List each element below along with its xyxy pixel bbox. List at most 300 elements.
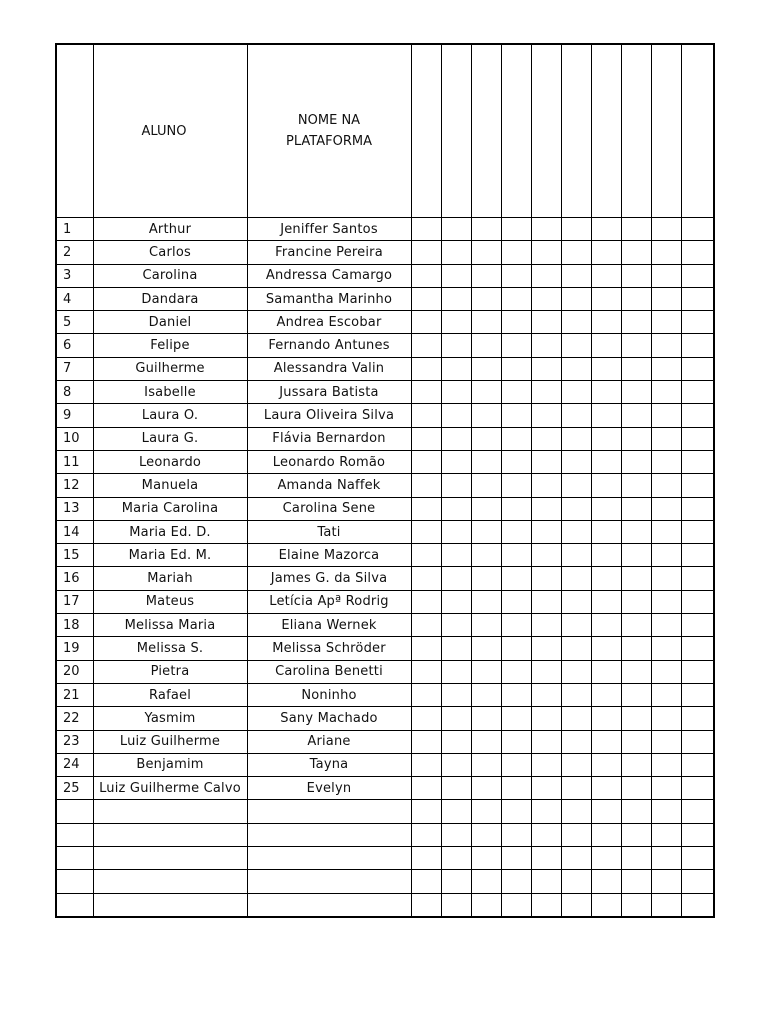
check-cell[interactable] <box>681 660 714 683</box>
check-cell[interactable] <box>591 520 621 543</box>
check-cell[interactable] <box>471 287 501 310</box>
check-cell[interactable] <box>531 614 561 637</box>
check-cell[interactable] <box>651 590 681 613</box>
check-cell[interactable] <box>501 893 531 917</box>
check-cell[interactable] <box>681 753 714 776</box>
check-cell[interactable] <box>411 450 441 473</box>
check-cell[interactable] <box>411 823 441 846</box>
check-cell[interactable] <box>471 334 501 357</box>
check-cell[interactable] <box>621 637 651 660</box>
check-cell[interactable] <box>651 427 681 450</box>
check-cell[interactable] <box>591 637 621 660</box>
check-cell[interactable] <box>591 614 621 637</box>
check-cell[interactable] <box>531 404 561 427</box>
check-cell[interactable] <box>471 870 501 893</box>
check-cell[interactable] <box>531 753 561 776</box>
check-cell[interactable] <box>411 241 441 264</box>
check-cell[interactable] <box>621 264 651 287</box>
check-cell[interactable] <box>681 311 714 334</box>
check-cell[interactable] <box>411 381 441 404</box>
check-cell[interactable] <box>441 590 471 613</box>
check-cell[interactable] <box>681 707 714 730</box>
check-cell[interactable] <box>681 637 714 660</box>
check-cell[interactable] <box>471 777 501 800</box>
check-cell[interactable] <box>621 800 651 823</box>
check-cell[interactable] <box>681 544 714 567</box>
check-cell[interactable] <box>531 241 561 264</box>
check-cell[interactable] <box>441 870 471 893</box>
check-cell[interactable] <box>441 637 471 660</box>
check-cell[interactable] <box>681 683 714 706</box>
check-cell[interactable] <box>681 264 714 287</box>
check-cell[interactable] <box>531 730 561 753</box>
check-cell[interactable] <box>501 264 531 287</box>
check-cell[interactable] <box>471 450 501 473</box>
check-cell[interactable] <box>471 823 501 846</box>
check-cell[interactable] <box>591 218 621 241</box>
check-cell[interactable] <box>591 730 621 753</box>
check-cell[interactable] <box>501 614 531 637</box>
check-cell[interactable] <box>651 823 681 846</box>
check-cell[interactable] <box>561 567 591 590</box>
check-cell[interactable] <box>621 474 651 497</box>
check-cell[interactable] <box>621 404 651 427</box>
check-cell[interactable] <box>621 730 651 753</box>
check-cell[interactable] <box>651 707 681 730</box>
check-cell[interactable] <box>591 707 621 730</box>
check-cell[interactable] <box>621 544 651 567</box>
check-cell[interactable] <box>621 893 651 917</box>
check-cell[interactable] <box>591 264 621 287</box>
check-cell[interactable] <box>441 847 471 870</box>
check-cell[interactable] <box>411 637 441 660</box>
check-cell[interactable] <box>681 893 714 917</box>
check-cell[interactable] <box>411 847 441 870</box>
check-cell[interactable] <box>621 567 651 590</box>
check-cell[interactable] <box>501 311 531 334</box>
check-cell[interactable] <box>591 777 621 800</box>
check-cell[interactable] <box>591 893 621 917</box>
check-cell[interactable] <box>501 707 531 730</box>
check-cell[interactable] <box>531 381 561 404</box>
check-cell[interactable] <box>621 683 651 706</box>
check-cell[interactable] <box>411 520 441 543</box>
check-cell[interactable] <box>501 427 531 450</box>
check-cell[interactable] <box>441 683 471 706</box>
check-cell[interactable] <box>441 544 471 567</box>
check-cell[interactable] <box>501 567 531 590</box>
check-cell[interactable] <box>441 893 471 917</box>
check-cell[interactable] <box>531 660 561 683</box>
check-cell[interactable] <box>411 218 441 241</box>
check-cell[interactable] <box>471 567 501 590</box>
check-cell[interactable] <box>471 614 501 637</box>
check-cell[interactable] <box>501 660 531 683</box>
check-cell[interactable] <box>501 800 531 823</box>
check-cell[interactable] <box>621 427 651 450</box>
check-cell[interactable] <box>651 520 681 543</box>
check-cell[interactable] <box>441 357 471 380</box>
check-cell[interactable] <box>501 683 531 706</box>
check-cell[interactable] <box>681 870 714 893</box>
check-cell[interactable] <box>591 404 621 427</box>
check-cell[interactable] <box>591 660 621 683</box>
check-cell[interactable] <box>621 707 651 730</box>
check-cell[interactable] <box>591 800 621 823</box>
check-cell[interactable] <box>561 893 591 917</box>
check-cell[interactable] <box>531 683 561 706</box>
check-cell[interactable] <box>591 823 621 846</box>
check-cell[interactable] <box>561 800 591 823</box>
check-cell[interactable] <box>651 264 681 287</box>
check-cell[interactable] <box>531 544 561 567</box>
check-cell[interactable] <box>501 357 531 380</box>
check-cell[interactable] <box>621 777 651 800</box>
check-cell[interactable] <box>411 311 441 334</box>
check-cell[interactable] <box>651 683 681 706</box>
check-cell[interactable] <box>651 287 681 310</box>
check-cell[interactable] <box>561 590 591 613</box>
check-cell[interactable] <box>411 777 441 800</box>
check-cell[interactable] <box>561 218 591 241</box>
check-cell[interactable] <box>531 427 561 450</box>
check-cell[interactable] <box>411 427 441 450</box>
check-cell[interactable] <box>651 614 681 637</box>
check-cell[interactable] <box>531 311 561 334</box>
check-cell[interactable] <box>411 264 441 287</box>
check-cell[interactable] <box>501 823 531 846</box>
check-cell[interactable] <box>651 847 681 870</box>
check-cell[interactable] <box>441 753 471 776</box>
check-cell[interactable] <box>651 404 681 427</box>
check-cell[interactable] <box>441 218 471 241</box>
check-cell[interactable] <box>651 637 681 660</box>
check-cell[interactable] <box>651 241 681 264</box>
check-cell[interactable] <box>591 497 621 520</box>
check-cell[interactable] <box>561 450 591 473</box>
check-cell[interactable] <box>441 497 471 520</box>
check-cell[interactable] <box>471 474 501 497</box>
check-cell[interactable] <box>501 753 531 776</box>
check-cell[interactable] <box>441 311 471 334</box>
check-cell[interactable] <box>531 334 561 357</box>
check-cell[interactable] <box>591 567 621 590</box>
check-cell[interactable] <box>411 753 441 776</box>
check-cell[interactable] <box>621 753 651 776</box>
check-cell[interactable] <box>651 474 681 497</box>
check-cell[interactable] <box>651 381 681 404</box>
check-cell[interactable] <box>441 334 471 357</box>
check-cell[interactable] <box>471 311 501 334</box>
check-cell[interactable] <box>681 497 714 520</box>
check-cell[interactable] <box>621 870 651 893</box>
check-cell[interactable] <box>681 614 714 637</box>
check-cell[interactable] <box>441 427 471 450</box>
check-cell[interactable] <box>531 637 561 660</box>
check-cell[interactable] <box>591 427 621 450</box>
check-cell[interactable] <box>501 590 531 613</box>
check-cell[interactable] <box>471 637 501 660</box>
check-cell[interactable] <box>441 520 471 543</box>
check-cell[interactable] <box>681 847 714 870</box>
check-cell[interactable] <box>591 357 621 380</box>
check-cell[interactable] <box>561 404 591 427</box>
check-cell[interactable] <box>411 544 441 567</box>
check-cell[interactable] <box>501 381 531 404</box>
check-cell[interactable] <box>501 637 531 660</box>
check-cell[interactable] <box>531 823 561 846</box>
check-cell[interactable] <box>411 287 441 310</box>
check-cell[interactable] <box>441 287 471 310</box>
check-cell[interactable] <box>681 777 714 800</box>
check-cell[interactable] <box>501 474 531 497</box>
check-cell[interactable] <box>651 870 681 893</box>
check-cell[interactable] <box>411 357 441 380</box>
check-cell[interactable] <box>411 893 441 917</box>
check-cell[interactable] <box>471 357 501 380</box>
check-cell[interactable] <box>531 357 561 380</box>
check-cell[interactable] <box>531 847 561 870</box>
check-cell[interactable] <box>411 800 441 823</box>
check-cell[interactable] <box>471 544 501 567</box>
check-cell[interactable] <box>681 241 714 264</box>
check-cell[interactable] <box>591 241 621 264</box>
check-cell[interactable] <box>501 544 531 567</box>
check-cell[interactable] <box>681 404 714 427</box>
check-cell[interactable] <box>441 777 471 800</box>
check-cell[interactable] <box>471 660 501 683</box>
check-cell[interactable] <box>531 287 561 310</box>
check-cell[interactable] <box>531 777 561 800</box>
check-cell[interactable] <box>651 450 681 473</box>
check-cell[interactable] <box>561 544 591 567</box>
check-cell[interactable] <box>591 753 621 776</box>
check-cell[interactable] <box>441 404 471 427</box>
check-cell[interactable] <box>531 450 561 473</box>
check-cell[interactable] <box>621 823 651 846</box>
check-cell[interactable] <box>471 241 501 264</box>
check-cell[interactable] <box>621 357 651 380</box>
check-cell[interactable] <box>561 497 591 520</box>
check-cell[interactable] <box>531 218 561 241</box>
check-cell[interactable] <box>501 777 531 800</box>
check-cell[interactable] <box>471 218 501 241</box>
check-cell[interactable] <box>681 823 714 846</box>
check-cell[interactable] <box>501 404 531 427</box>
check-cell[interactable] <box>681 427 714 450</box>
check-cell[interactable] <box>591 474 621 497</box>
check-cell[interactable] <box>471 404 501 427</box>
check-cell[interactable] <box>591 334 621 357</box>
check-cell[interactable] <box>471 893 501 917</box>
check-cell[interactable] <box>411 683 441 706</box>
check-cell[interactable] <box>471 590 501 613</box>
check-cell[interactable] <box>411 497 441 520</box>
check-cell[interactable] <box>651 893 681 917</box>
check-cell[interactable] <box>681 474 714 497</box>
check-cell[interactable] <box>681 800 714 823</box>
check-cell[interactable] <box>561 847 591 870</box>
check-cell[interactable] <box>681 590 714 613</box>
check-cell[interactable] <box>531 707 561 730</box>
check-cell[interactable] <box>591 287 621 310</box>
check-cell[interactable] <box>681 381 714 404</box>
check-cell[interactable] <box>501 334 531 357</box>
check-cell[interactable] <box>531 497 561 520</box>
check-cell[interactable] <box>561 730 591 753</box>
check-cell[interactable] <box>591 450 621 473</box>
check-cell[interactable] <box>561 381 591 404</box>
check-cell[interactable] <box>651 334 681 357</box>
check-cell[interactable] <box>561 334 591 357</box>
check-cell[interactable] <box>651 311 681 334</box>
check-cell[interactable] <box>501 241 531 264</box>
check-cell[interactable] <box>411 614 441 637</box>
check-cell[interactable] <box>501 870 531 893</box>
check-cell[interactable] <box>651 753 681 776</box>
check-cell[interactable] <box>501 847 531 870</box>
check-cell[interactable] <box>681 450 714 473</box>
check-cell[interactable] <box>441 660 471 683</box>
check-cell[interactable] <box>411 404 441 427</box>
check-cell[interactable] <box>681 357 714 380</box>
check-cell[interactable] <box>441 567 471 590</box>
check-cell[interactable] <box>531 520 561 543</box>
check-cell[interactable] <box>531 474 561 497</box>
check-cell[interactable] <box>621 847 651 870</box>
check-cell[interactable] <box>621 311 651 334</box>
check-cell[interactable] <box>651 544 681 567</box>
check-cell[interactable] <box>501 218 531 241</box>
check-cell[interactable] <box>621 497 651 520</box>
check-cell[interactable] <box>561 427 591 450</box>
check-cell[interactable] <box>501 287 531 310</box>
check-cell[interactable] <box>471 707 501 730</box>
check-cell[interactable] <box>651 567 681 590</box>
check-cell[interactable] <box>411 730 441 753</box>
check-cell[interactable] <box>531 893 561 917</box>
check-cell[interactable] <box>591 381 621 404</box>
check-cell[interactable] <box>501 497 531 520</box>
check-cell[interactable] <box>621 450 651 473</box>
check-cell[interactable] <box>651 497 681 520</box>
check-cell[interactable] <box>471 753 501 776</box>
check-cell[interactable] <box>471 847 501 870</box>
check-cell[interactable] <box>561 707 591 730</box>
check-cell[interactable] <box>651 218 681 241</box>
check-cell[interactable] <box>471 427 501 450</box>
check-cell[interactable] <box>561 357 591 380</box>
check-cell[interactable] <box>621 334 651 357</box>
check-cell[interactable] <box>681 334 714 357</box>
check-cell[interactable] <box>561 241 591 264</box>
check-cell[interactable] <box>531 567 561 590</box>
check-cell[interactable] <box>411 474 441 497</box>
check-cell[interactable] <box>561 870 591 893</box>
check-cell[interactable] <box>441 707 471 730</box>
check-cell[interactable] <box>501 450 531 473</box>
check-cell[interactable] <box>501 730 531 753</box>
check-cell[interactable] <box>591 311 621 334</box>
check-cell[interactable] <box>441 614 471 637</box>
check-cell[interactable] <box>681 567 714 590</box>
check-cell[interactable] <box>651 660 681 683</box>
check-cell[interactable] <box>471 381 501 404</box>
check-cell[interactable] <box>441 241 471 264</box>
check-cell[interactable] <box>411 334 441 357</box>
check-cell[interactable] <box>411 590 441 613</box>
check-cell[interactable] <box>441 823 471 846</box>
check-cell[interactable] <box>561 660 591 683</box>
check-cell[interactable] <box>591 544 621 567</box>
check-cell[interactable] <box>561 287 591 310</box>
check-cell[interactable] <box>561 753 591 776</box>
check-cell[interactable] <box>681 730 714 753</box>
check-cell[interactable] <box>561 520 591 543</box>
check-cell[interactable] <box>411 707 441 730</box>
check-cell[interactable] <box>471 730 501 753</box>
check-cell[interactable] <box>681 520 714 543</box>
check-cell[interactable] <box>591 870 621 893</box>
check-cell[interactable] <box>441 264 471 287</box>
check-cell[interactable] <box>591 590 621 613</box>
check-cell[interactable] <box>441 800 471 823</box>
check-cell[interactable] <box>561 311 591 334</box>
check-cell[interactable] <box>441 730 471 753</box>
check-cell[interactable] <box>411 567 441 590</box>
check-cell[interactable] <box>621 590 651 613</box>
check-cell[interactable] <box>531 870 561 893</box>
check-cell[interactable] <box>681 218 714 241</box>
check-cell[interactable] <box>531 590 561 613</box>
check-cell[interactable] <box>621 520 651 543</box>
check-cell[interactable] <box>561 683 591 706</box>
check-cell[interactable] <box>471 683 501 706</box>
check-cell[interactable] <box>531 264 561 287</box>
check-cell[interactable] <box>561 777 591 800</box>
check-cell[interactable] <box>621 381 651 404</box>
check-cell[interactable] <box>471 800 501 823</box>
check-cell[interactable] <box>441 381 471 404</box>
check-cell[interactable] <box>561 614 591 637</box>
check-cell[interactable] <box>471 520 501 543</box>
check-cell[interactable] <box>651 800 681 823</box>
check-cell[interactable] <box>651 730 681 753</box>
check-cell[interactable] <box>531 800 561 823</box>
check-cell[interactable] <box>561 264 591 287</box>
check-cell[interactable] <box>621 660 651 683</box>
check-cell[interactable] <box>561 474 591 497</box>
check-cell[interactable] <box>621 287 651 310</box>
check-cell[interactable] <box>471 497 501 520</box>
check-cell[interactable] <box>591 683 621 706</box>
check-cell[interactable] <box>441 450 471 473</box>
check-cell[interactable] <box>561 637 591 660</box>
check-cell[interactable] <box>591 847 621 870</box>
check-cell[interactable] <box>441 474 471 497</box>
check-cell[interactable] <box>501 520 531 543</box>
check-cell[interactable] <box>411 660 441 683</box>
check-cell[interactable] <box>681 287 714 310</box>
check-cell[interactable] <box>471 264 501 287</box>
check-cell[interactable] <box>651 777 681 800</box>
check-cell[interactable] <box>561 823 591 846</box>
check-cell[interactable] <box>621 218 651 241</box>
check-cell[interactable] <box>411 870 441 893</box>
check-cell[interactable] <box>621 241 651 264</box>
check-cell[interactable] <box>651 357 681 380</box>
check-cell[interactable] <box>621 614 651 637</box>
